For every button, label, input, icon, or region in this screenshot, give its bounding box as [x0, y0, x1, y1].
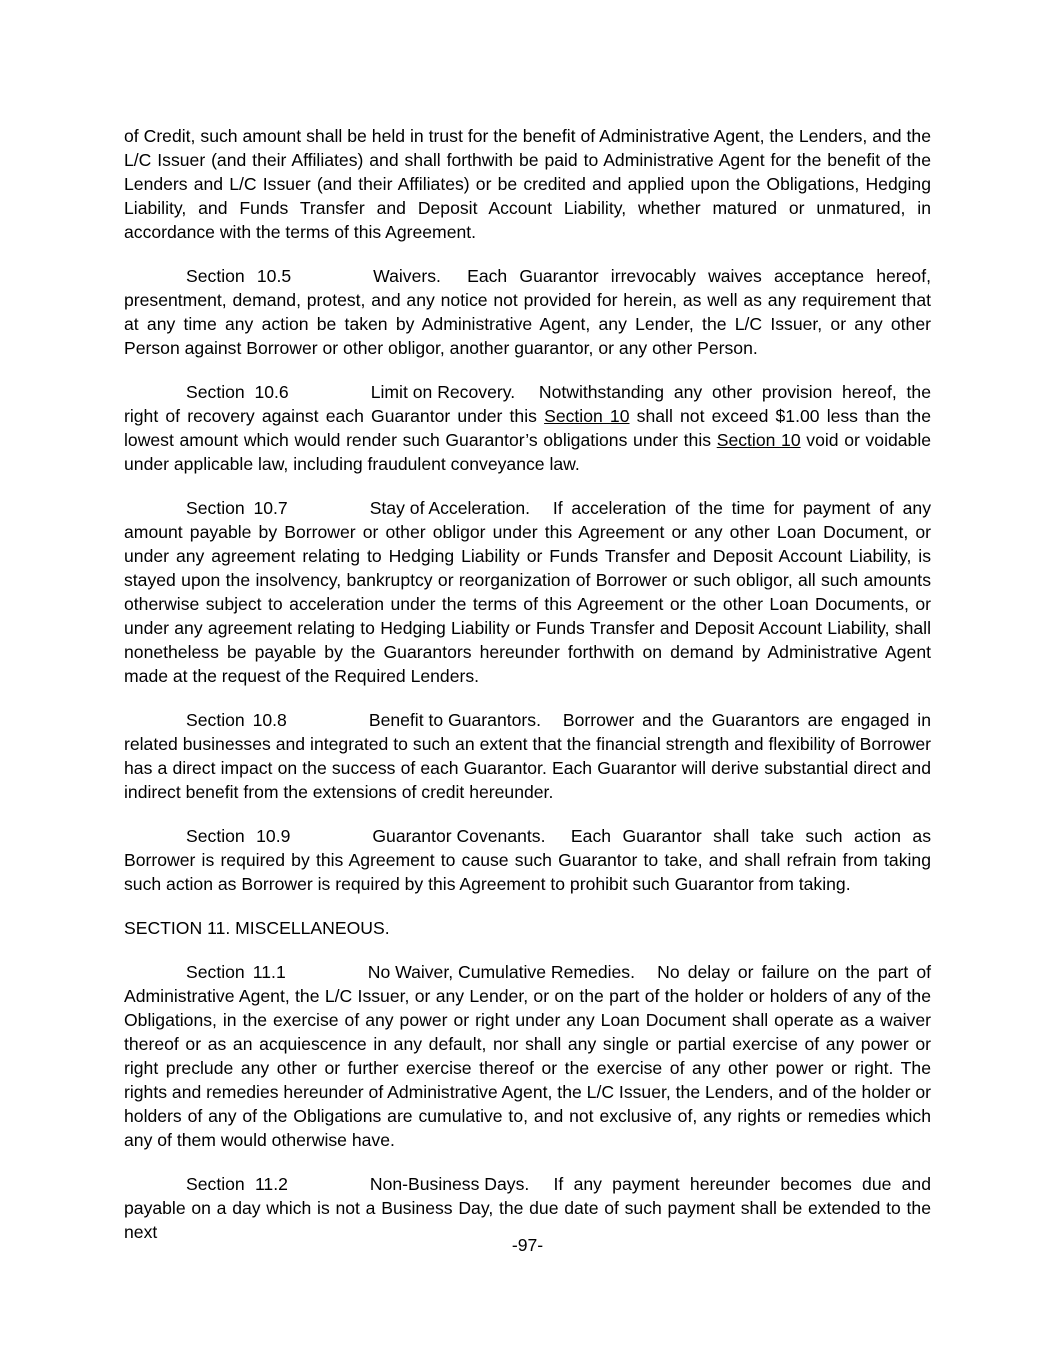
section-number: Section 10.8	[186, 710, 287, 730]
section-text: void or voidable under applicable law, including fraudulent conveyance law.	[124, 430, 932, 474]
section-11-heading: SECTION 11. MISCELLANEOUS.	[124, 918, 390, 938]
section-number: Section 10.9	[186, 826, 291, 846]
section-number: Section 10.5	[186, 266, 292, 286]
section-text: Borrower and the Guarantors are engaged in related businesses and integrated to such an extent that the financial strength and flexibility of Borrower has a direct impact on the success of each Guarantor. Each Guarantor will derive substantial direct and indirect benefit from the extensions of credit hereunder.	[124, 710, 931, 802]
section-title: Limit on Recovery.	[370, 382, 516, 402]
section-reference-link: Section 10	[544, 406, 630, 426]
section-title: Waivers.	[373, 266, 441, 286]
section-10-7	[124, 496, 931, 688]
section-text: Each Guarantor irrevocably waives acceptance hereof, presentment, demand, protest, and any notice not provided for herein, as well as any requirement that at any time any action be taken by Administrative Agent, any Lender, the L/C Issuer, or any other Person against Borrower or other obligor, another guarantor, or any other Person.	[124, 266, 931, 358]
section-10-6	[124, 380, 931, 476]
section-text: If acceleration of the time for payment of any amount payable by Borrower or other obligor under this Agreement or any other Loan Document, or under any agreement relating to Hedging Liability or Funds Transfer and Deposit Account Liability, is stayed upon the insolvency, bankruptcy or reorganization of Borrower or such obligor, all such amounts otherwise subject to acceleration under the terms of this Agreement or the other Loan Documents, or under any agreement relating to Hedging Liability or Funds Transfer and Deposit Account Liability, shall nonetheless be payable by the Guarantors hereunder forthwith on demand by Administrative Agent made at the request of the Required Lenders.	[124, 498, 931, 686]
section-10-8	[124, 708, 931, 804]
page-number: -97-	[511, 1235, 544, 1255]
section-text: If any payment hereunder becomes due and payable on a day which is not a Business Day, the due date of such payment shall be extended to the next	[124, 1174, 931, 1242]
section-text: shall not exceed $1.00 less than the lowest amount which would render such Guarantor’s obligations under this	[124, 406, 931, 450]
section-reference-link: Section 10	[716, 430, 801, 450]
section-number: Section 11.1	[186, 962, 286, 982]
section-number: Section 10.7	[186, 498, 288, 518]
section-title: Benefit to Guarantors.	[368, 710, 541, 730]
section-11-1	[124, 960, 931, 1152]
section-title: No Waiver, Cumulative Remedies.	[367, 962, 635, 982]
section-10-9	[124, 824, 931, 896]
continuation-paragraph: of Credit, such amount shall be held in trust for the benefit of Administrative Agent, the Lenders, and the L/C Issuer (and their Affiliates) and shall forthwith be paid to Administrative Agent for the benefit of the Lenders and L/C Issuer (and their Affiliates) or be credited and applied upon the Obligations, Hedging Liability, and Funds Transfer and Deposit Account Liability, whether matured or unmatured, in accordance with the terms of this Agreement.	[124, 126, 931, 242]
section-10-5	[124, 264, 931, 360]
section-title: Guarantor Covenants.	[372, 826, 546, 846]
section-title: Stay of Acceleration.	[369, 498, 531, 518]
section-text: No delay or failure on the part of Administrative Agent, the L/C Issuer, or any Lender, or on the part of the holder or holders of any of the Obligations, in the exercise of any power or right under any Loan Document shall operate as a waiver thereof or as an acquiescence in any default, nor shall any single or partial exercise of any power or right preclude any other or further exercise thereof or the exercise of any other power or right. The rights and remedies hereunder of Administrative Agent, the L/C Issuer, the Lenders, and of the holder or holders of any of the Obligations are cumulative to, and not exclusive of, any rights or remedies which any of them would otherwise have.	[124, 962, 931, 1150]
section-number: Section 10.6	[186, 382, 289, 402]
section-number: Section 11.2	[186, 1174, 288, 1194]
section-text: Notwithstanding any other provision hereof, the right of recovery against each Guarantor under this	[124, 382, 932, 426]
document-page	[124, 124, 931, 1264]
section-text: Each Guarantor shall take such action as Borrower is required by this Agreement to cause such Guarantor to take, and shall refrain from taking such action as Borrower is required by this Agreement to prohibit such Guarantor from taking.	[124, 826, 931, 894]
section-title: Non-Business Days.	[369, 1174, 530, 1194]
